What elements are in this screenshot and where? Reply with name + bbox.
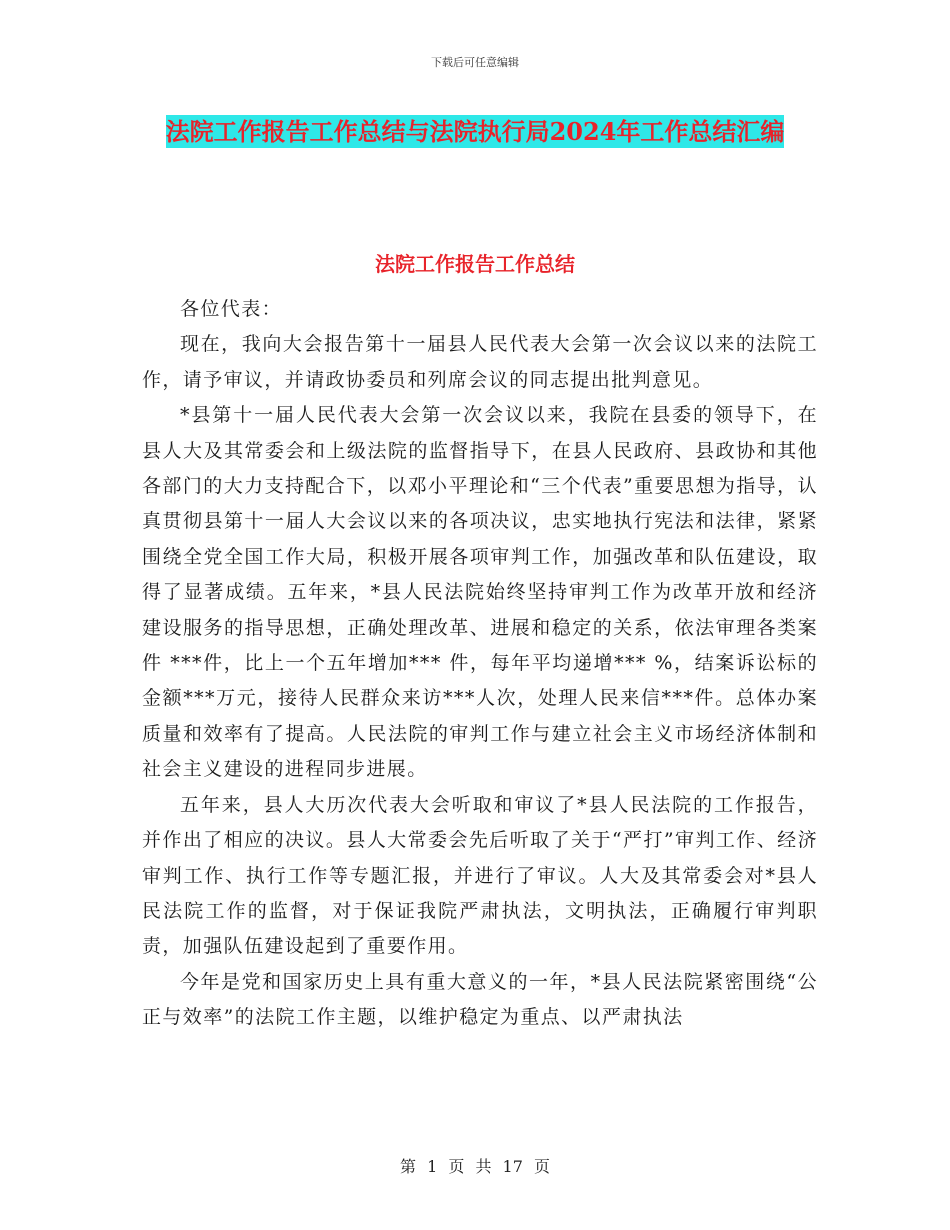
document-title [140, 110, 810, 154]
document-title-text: 法院工作报告工作总结与法院执行局2024年工作总结汇编 [165, 117, 785, 146]
paragraph: 现在，我向大会报告第十一届县人民代表大会第一次会议以来的法院工作，请予审议，并请政协委员和列席会议的同志提出批判意见。 [142, 333, 818, 391]
paragraph-salutation: 各位代表： [180, 298, 283, 320]
paragraph: 今年是党和国家历史上具有重大意义的一年，*县人民法院紧密围绕“公正与效率”的法院工作主题，以维护稳定为重点、以严肃执法 [142, 970, 818, 1029]
header-note: 下载后可任意编辑 [431, 56, 519, 69]
section-title: 法院工作报告工作总结 [375, 252, 575, 276]
page-number: 第 1 页 共 17 页 [400, 1157, 550, 1176]
paragraph: *县第十一届人民代表大会第一次会议以来，我院在县委的领导下，在县人大及其常委会和上级法院的监督指导下，在县人民政府、县政协和其他各部门的大力支持配合下，以邓小平理论和“三个代表”重要思想为指导，认真贯彻县第十一届人大会议以来的各项决议，忠实地执行宪法和法律，紧紧围绕全党全国工作大局，积极开展各项审判工作，加强改革和队伍建设，取得了显著成绩。五年来，*县人民法院始终坚持审判工作为改革开放和经济建设服务的指导思想，正确处理改革、进展和稳定的关系，依法审理各类案件 ***件，比上一个五年增加*** 件，每年平均递增*** %，结案诉讼标的金额***万元，接待人民群众来访***人次，处理人民来信***件。总体办案质量和效率有了提高。人民法院的审判工作与建立社会主义市场经济体制和社会主义建设的进程同步进展。 [142, 404, 818, 781]
document-body [142, 292, 818, 1036]
paragraph: 五年来，县人大历次代表大会听取和审议了*县人民法院的工作报告，并作出了相应的决议。县人大常委会先后听取了关于“严打”审判工作、经济审判工作、执行工作等专题汇报，并进行了审议。人大及其常委会对*县人民法院工作的监督，对于保证我院严肃执法，文明执法，正确履行审判职责，加强队伍建设起到了重要作用。 [142, 793, 818, 958]
